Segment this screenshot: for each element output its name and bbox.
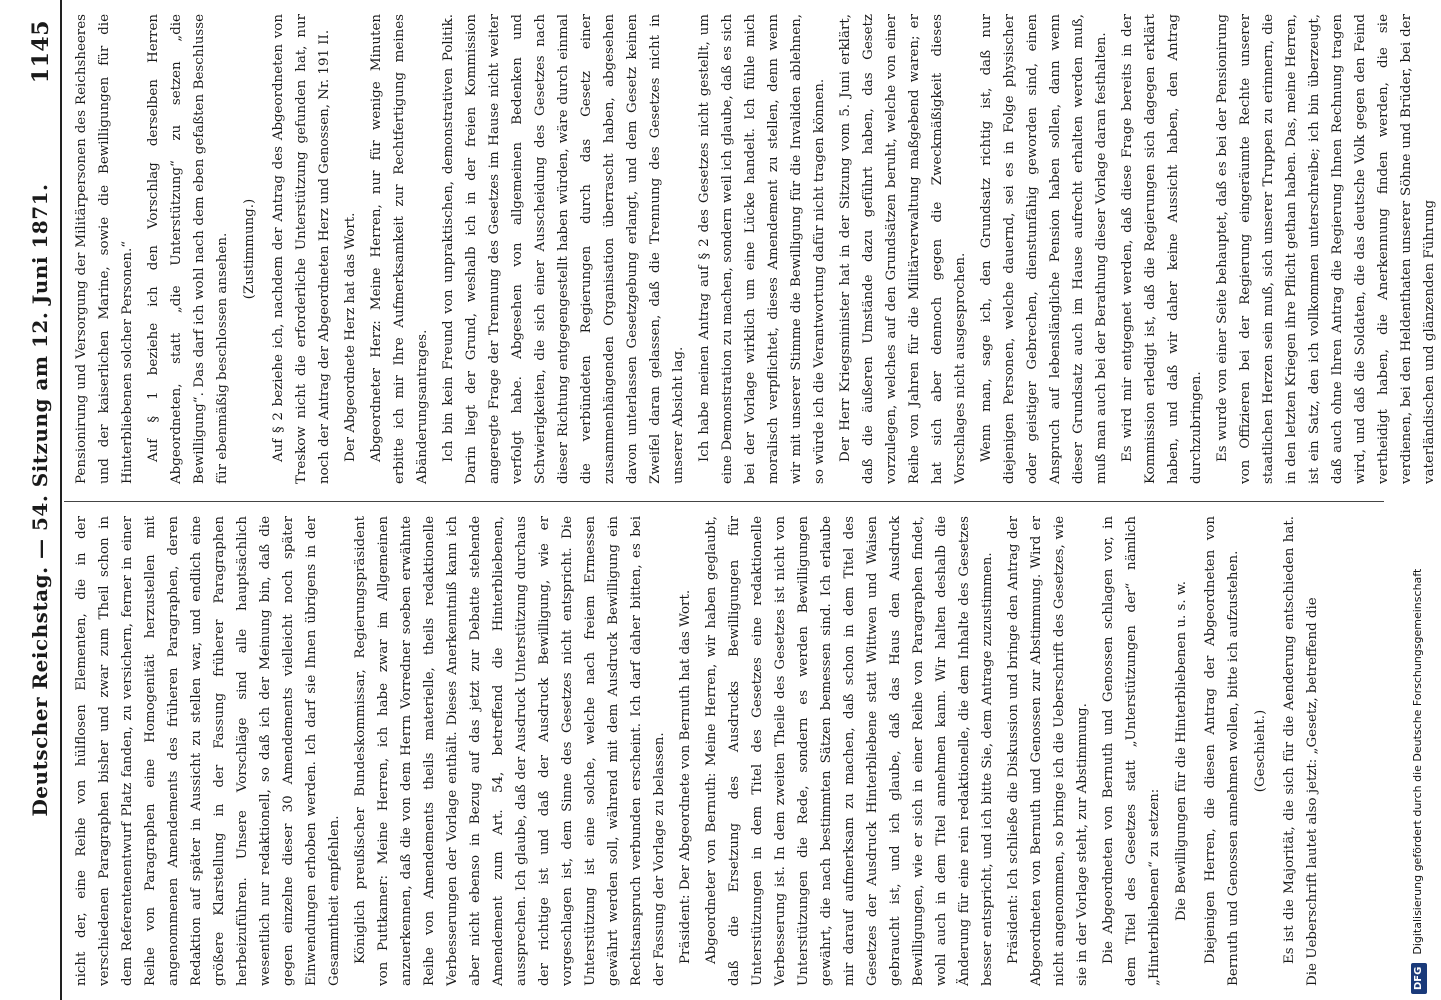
column-divider — [64, 501, 1384, 502]
right-paragraph: Ich bin kein Freund von unpraktischen, demonstrativen Politik. Darin liegt der Grund, weshalb ich in der freien Kommission angeregte Frage der Trennung des Gesetzes im Hause nicht weiter verfolgt habe. Abgesehen von allgemeinen Bedenken und Schwierigkeiten, die sich einer Ausscheidung des Gesetzes nach dieser Richtung entgegengestellt haben würden, wäre durch einmal die verbündeten Regierungen durch das Gesetz einer zusammenhängenden Organisation überrascht haben, abgesehen davon unterlassen Gesetzgebung erlangt, und dem Gesetz keinen Zweifel daran gelassen, daß die Trennung des Gesetzes nicht in unserer Absicht lag. — [441, 14, 686, 484]
right-paragraph: Wenn man, sage ich, den Grundsatz richtig ist, daß nur diejenigen Personen, welche dauernd, sei es in Folge physischer oder geistiger Gebrechen, dienstunfähig geworden sind, einen Anspruch auf lebenslängliche Pension haben sollen, dann wenn dieser Grundsatz auch im Hause aufrecht erhalten werden muß, muß man auch bei der Berathung dieser Vorlage daran festhalten. — [979, 14, 1109, 484]
right-paragraph: Es wurde von einer Seite behauptet, daß es bei der Pensionirung von Offizieren bei der Regierung eingeräumte Rechte unserer staatlichen Herzen sein muß, sich unserer Truppen zu erinnern, die in den letzten Kriegen ihre Pflicht gethan haben. Das, meine Herren, ist ein Satz, den ich vollkommen unterschreibe; ich bin überzeugt, daß auch ohne Ihren Antrag die Regierung Ihnen Rechnung tragen wird, und daß die Soldaten, die das deutsche Volk gegen den Feind vertheidigt haben, die Anerkennung finden werden, die sie verdienen, bei den Heldenthaten unserer Söhne und Brüder, bei der vaterländischen und glänzenden Führung — [1215, 14, 1437, 484]
header-title: Deutscher Reichstag. — 54. Sitzung am 12. Juni 1871. — [28, 183, 52, 817]
header-rule — [60, 0, 62, 1000]
left-paragraph: Die Bewilligungen für die Hinterbliebenen u. s. w. — [1174, 581, 1189, 921]
left-paragraph: Abgeordneter von Bernuth: Meine Herren, wir haben geglaubt, daß die Ersetzung des Ausdrucks Bewilligungen für Unterstützungen in dem Titel des Gesetzes eine redaktionelle Verbesserung ist. In dem zweiten Theile des Gesetzes ist nicht von Unterstützungen die Rede, sondern es werden Bewilligungen gewährt, die nach bestimmten Sätzen bemessen sind. Ich erlaube mir darauf aufmerksam zu machen, daß schon in dem Titel des Gesetzes der Ausdruck Hinterbliebene statt Wittwen und Waisen gebraucht ist, und ich glaube, daß das Haus den Ausdruck Bewilligungen, wie er sich in einer Reihe von Paragraphen findet, wohl auch in dem Titel annehmen kann. Wir halten deshalb die Änderung für eine rein redaktionelle, die dem Inhalte des Gesetzes besser entspricht, und ich bitte Sie, dem Antrage zuzustimmen. — [704, 516, 995, 986]
left-paragraph: Präsident: Der Abgeordnete von Bernuth hat das Wort. — [678, 589, 693, 964]
left-paragraph: Präsident: Ich schließe die Diskussion und bringe den Antrag der Abgeordneten von Bernuth und Genossen zur Abstimmung. Wird er nicht angenommen, so bringe ich die Ueberschrift des Gesetzes, wie sie in der Vorlage steht, zur Abstimmung. — [1006, 516, 1090, 986]
left-paragraph: nicht der, eine Reihe von hülflosen Elementen, die in der verschiedenen Paragraphen bisher und zwar zum Theil schon in dem Referentenentwurf Platz fanden, zu versichern, ferner in einer Reihe von Paragraphen eine Homogenität herzustellen mit angenommenen Amendements des früheren Paragraphen, deren Redaktion auf später in Aussicht zu stellen war, und endlich eine größere Klarstellung in der Fassung früherer Paragraphen herbeizuführen. Unsere Vorschläge sind alle hauptsächlich wesentlich nur redaktionell, so daß ich der Meinung bin, daß die gegen einzelne dieser 30 Amendements vielleicht noch später Einwendungen erhoben werden. Ich darf sie Ihnen übrigens in der Gesammtheit empfehlen. — [74, 516, 342, 986]
right-paragraph: Es wird mir entgegnet werden, daß diese Frage bereits in der Kommission erledigt ist, daß die Regierungen sich dagegen erklärt haben, und daß wir daher keine Aussicht haben, den Antrag durchzubringen. — [1120, 14, 1204, 484]
right-paragraph: Auf § 2 beziehe ich, nachdem der Antrag des Abgeordneten von Treskow nicht die erforderliche Unterstützung gefunden hat, nur noch der Antrag der Abgeordneten Herz und Genossen, Nr. 191 II. — [271, 14, 332, 484]
left-paragraph: Diejenigen Herren, die diesen Antrag der Abgeordneten von Bernuth und Genossen annehmen wollen, bitte ich aufzustehen. — [1203, 516, 1241, 986]
right-paragraph: Der Herr Kriegsminister hat in der Sitzung vom 5. Juni erklärt, daß die äußeren Umstände dazu geführt haben, das Gesetz vorzulegen, welches auf den Grundsätzen beruht, welche von einer Reihe von Jahren für die Militärverwaltung maßgebend waren; er hat sich aber dennoch gegen die Zweckmäßigkeit dieses Vorschlages nicht ausgesprochen. — [838, 14, 968, 484]
right-note: (Zustimmung.) — [242, 198, 257, 300]
credit-text-row — [1404, 0, 1432, 1000]
right-paragraph: Ich habe meinen Antrag auf § 2 des Gesetzes nicht gestellt, um eine Demonstration zu machen, sondern weil ich glaube, daß es sich bei der Vorlage wirklich um eine Lücke handelt. Ich fühle mich moralisch verpflichtet, dieses Amendement zu stellen, denn wenn wir mit unserer Stimme die Bewilligung für die Invaliden ablehnen, so würde ich die Verantwortung dafür nicht tragen können. — [697, 14, 827, 484]
right-paragraph: Abgeordneter Herz: Meine Herren, nur für wenige Minuten erbitte ich mir Ihre Aufmerksamkeit zur Rechtfertigung meines Abänderungsantrages. — [369, 14, 430, 484]
right-paragraph: Der Abgeordnete Herz hat das Wort. — [343, 212, 358, 462]
left-column — [70, 516, 1380, 986]
right-paragraph: Pensionirung und Versorgung der Militärpersonen des Reichsheeres und der kaiserlichen Marine, sowie die Bewilligungen für die Hinterbliebenen solcher Personen.“ — [74, 14, 135, 484]
left-paragraph: Die Abgeordneten von Bernuth und Genossen schlagen vor, in dem Titel des Gesetzes statt „Unterstützungen der“ nämlich „Hinterbliebenen“ zu setzen: — [1101, 516, 1162, 986]
page-header — [28, 0, 58, 1000]
right-paragraph: Auf § 1 beziehe ich den Vorschlag derselben Herren Abgeordneten, statt „die Unterstützung“ zu setzen „die Bewilligung“. Das darf ich wohl nach dem eben gefaßten Beschlusse für ebenmäßig beschlossen ansehen. — [146, 14, 230, 484]
credit-text: Digitalisierung gefördert durch die Deutsche Forschungsgemeinschaft — [1411, 568, 1424, 955]
dfg-logo: DFG — [1411, 963, 1427, 994]
digitization-credit — [1404, 0, 1432, 1000]
right-column — [70, 14, 1437, 484]
left-paragraph: Es ist die Majorität, die sich für die Aenderung entschieden hat. Die Ueberschrift lautet also jetzt: „Gesetz, betreffend die — [1282, 516, 1320, 986]
page-number: 1145 — [28, 20, 54, 84]
left-note: (Geschieht.) — [1253, 709, 1268, 793]
left-paragraph: Königlich preußischer Bundeskommissar, Regierungspräsident von Puttkamer: Meine Herren, ich habe zwar im Allgemeinen anzuerkennen, daß die von dem Herrn Vorredner soeben erwähnte Reihe von Amendements theils materielle, theils redaktionelle Verbesserungen der Vorlage enthält. Dieses Anerkenntniß kann ich aber nicht ebenso in Bezug auf das jetzt zur Debatte stehende Amendement zum Art. 54, betreffend die Hinterbliebenen, aussprechen. Ich glaube, daß der Ausdruck Unterstützung durchaus der richtige ist und daß der Ausdruck Bewilligung, wie er vorgeschlagen ist, dem Sinne des Gesetzes nicht entspricht. Die Unterstützung ist eine solche, welche nach freiem Ermessen gewährt werden soll, während mit dem Ausdruck Bewilligung ein Rechtsanspruch verbunden erscheint. Ich darf daher bitten, es bei der Fassung der Vorlage zu belassen. — [353, 516, 667, 986]
